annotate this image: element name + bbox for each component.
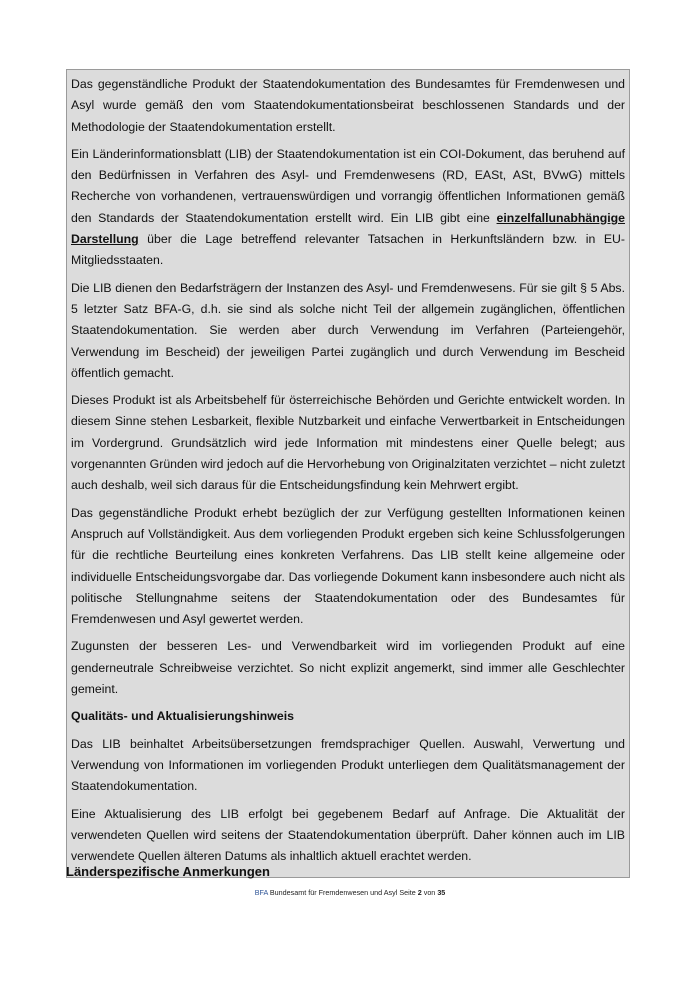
page-footer (0, 888, 700, 898)
paragraph-completeness: Das gegenständliche Produkt erhebt bezüglich der zur Verfügung gestellten Informationen keinen Anspruch auf Vollständigkeit. Aus dem vorliegenden Produkt ergeben sich keine Schlussfolgerungen für die rechtliche Beurteilung eines konkreten Verfahrens. Das LIB stellt keine allgemeine oder individuelle Entscheidungsvorgabe dar. Das vorliegende Dokument kann insbesondere auch nicht als politische Stellungnahme seitens der Staatendokumentation oder des Bundesamtes für Fremdenwesen und Asyl gewertet werden. (71, 505, 625, 627)
lib-definition-emphasis: einzelfallunabhängige Darstellung (71, 210, 625, 247)
disclaimer-box (66, 69, 630, 878)
lib-definition-text-after: über die Lage betreffend relevanter Tatsachen in Herkunftsländern bzw. in EU-Mitgliedsstaaten. (71, 232, 625, 268)
footer-page-total: 35 (437, 888, 446, 897)
section-heading: Länderspezifische Anmerkungen (66, 864, 270, 879)
paragraph-lib-definition (71, 144, 625, 272)
footer-page-current: 2 (417, 888, 422, 897)
quality-heading: Qualitäts- und Aktualisierungshinweis (71, 709, 294, 724)
footer-brand: BFA (254, 888, 268, 897)
lib-definition-text-before: Ein Länderinformationsblatt (LIB) der Staatendokumentation ist ein COI-Dokument, das beruhend auf den Bedürfnissen in Verfahren des Asyl- und Fremdenwesens (RD, EASt, ASt, BVwG) mittels Recherche von vorhandenen, vertrauenswürdigen und vorrangig öffentlichen Informationen gemäß den Standards der Staatendokumentation erstellt wird. Ein LIB gibt eine (71, 146, 625, 225)
paragraph-updates: Eine Aktualisierung des LIB erfolgt bei gegebenem Bedarf auf Anfrage. Die Aktualität der verwendeten Quellen wird seitens der Staatendokumentation überprüft. Daher können auch im LIB verwendete Quellen älteren Datums als inhaltlich aktuell erachtet werden. (71, 806, 625, 864)
paragraph-work-aid: Dieses Produkt ist als Arbeitsbehelf für österreichische Behörden und Gerichte entwickelt worden. In diesem Sinne stehen Lesbarkeit, flexible Nutzbarkeit und einfache Verwertbarkeit in Entscheidungen im Vordergrund. Grundsätzlich wird jede Information mit mindestens einer Quelle belegt; aus vorgenannten Gründen wird jedoch auf die Hervorhebung von Originalzitaten verzichtet – nicht zuletzt auch deshalb, weil sich daraus für die Entscheidungsfindung kein Mehrwert ergibt. (71, 393, 625, 493)
paragraph-lib-usage: Die LIB dienen den Bedarfsträgern der Instanzen des Asyl- und Fremdenwesens. Für sie gilt § 5 Abs. 5 letzter Satz BFA-G, d.h. sie sind als solche nicht Teil der allgemein zugänglichen, öffentlichen Staatendokumentation. Sie werden aber durch Verwendung im Verfahren (Parteiengehör, Verwendung im Bescheid) der jeweiligen Partei zugänglich und durch Verwendung im Bescheid öffentlich gemacht. (71, 280, 625, 380)
footer-page-sep: von (423, 888, 436, 897)
paragraph-product-standards: Das gegenständliche Produkt der Staatendokumentation des Bundesamtes für Fremdenwesen und Asyl wurde gemäß den vom Staatendokumentationsbeirat beschlossenen Standards und der Methodologie der Staatendokumentation erstellt. (71, 77, 625, 134)
footer-org: Bundesamt für Fremdenwesen und Asyl (269, 888, 398, 897)
paragraph-gender-note: Zugunsten der besseren Les- und Verwendbarkeit wird im vorliegenden Produkt auf eine genderneutrale Schreibweise verzichtet. So nicht explizit angemerkt, sind immer alle Geschlechter gemeint. (71, 639, 625, 697)
footer-page-label: Seite (399, 888, 416, 897)
paragraph-translations: Das LIB beinhaltet Arbeitsübersetzungen fremdsprachiger Quellen. Auswahl, Verwertung und Verwendung von Informationen im vorliegenden Produkt unterliegen dem Qualitätsmanagement der Staatendokumentation. (71, 736, 625, 794)
